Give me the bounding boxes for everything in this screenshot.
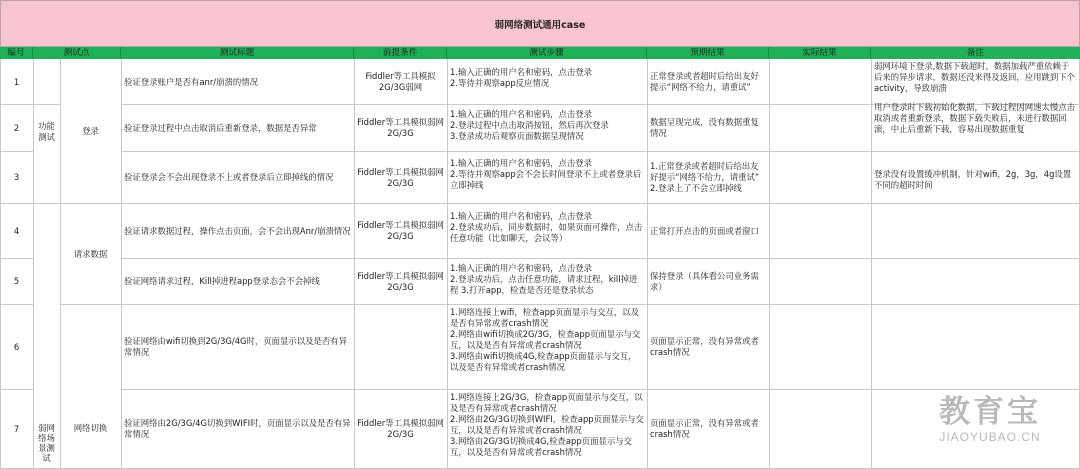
row-expected[interactable]: 数据呈现完成，没有数据重复情况 xyxy=(650,117,759,138)
watermark-brand-en: JIAOYUBAO.CN xyxy=(939,430,1041,444)
row-notes[interactable]: 弱网环境下登录,数据下载超时，数据加载严重依赖于后来的异步请求，数据还没来得及返回，应用跳到下个activity，导致崩溃 xyxy=(874,61,1075,93)
row-precondition[interactable]: Fiddler等工具模拟 2G/3G弱网 xyxy=(365,71,436,92)
row-actual[interactable] xyxy=(769,259,871,304)
row-expected[interactable]: 1.正常登录或者超时后给出友好提示“网络不给力，请重试” 2.登录上了不会立即掉线 xyxy=(650,161,760,193)
row-title[interactable]: 验证网络请求过程，Kill掉进程app登录态会不会掉线 xyxy=(124,276,320,286)
row-id[interactable]: 5 xyxy=(13,276,20,286)
watermark-logo xyxy=(910,394,1070,448)
row-title[interactable]: 验证登录账户是否有anr/崩溃的情况 xyxy=(124,76,258,87)
row-actual[interactable] xyxy=(769,105,871,151)
row-expected[interactable]: 页面显示正常，没有异常或者crash情况 xyxy=(650,336,759,357)
watermark-brand-cn: 教育宝 xyxy=(939,394,1041,429)
row-title[interactable]: 验证登录过程中点击取消后重新登录，数据是否异常 xyxy=(124,122,317,133)
row-expected[interactable]: 正常登录或者超时后给出友好提示“网络不给力，请重试” xyxy=(650,71,759,92)
row-expected[interactable]: 页面显示正常，没有异常或者crash情况 xyxy=(650,418,759,439)
subgroup-request-data[interactable]: 请求数据 xyxy=(73,248,108,259)
row-steps[interactable]: 1.输入正确的用户名和密码，点击登录 2.登录成功后，点击任意功能，请求过程，kill掉进程 3.打开app，检查是否还是登录状态 xyxy=(450,263,638,295)
row-actual[interactable] xyxy=(769,305,871,389)
header-test-point[interactable]: 测试点 xyxy=(33,47,121,59)
row-steps[interactable]: 1.输入正确的用户名和密码，点击登录 2.等待并观察app会不会长时间登录不上或者登录后立即掉线 xyxy=(450,158,642,190)
row-notes[interactable]: 用户登录时下载初始化数据，下载过程因网速太慢点击取消或者重新登录，数据下载失败后，未进行数据回滚，中止后重新下载，容易出现数据重复 xyxy=(874,102,1075,134)
row-title[interactable]: 验证网络由wifi切换到2G/3G/4G时，页面显示以及是否有异常情况 xyxy=(124,336,348,357)
row-steps[interactable]: 1.网络连接上wifi，检查app页面显示与交互，以及是否有异常或者crash情况 2.网络由wifi切换成2G/3G，检查app页面显示与交互，以及是否有异常或者crash情况 3.网络由wifi切换成4G,检查app页面显示与交互，以及是否有异常或者crash情况 xyxy=(450,307,641,372)
row-title[interactable]: 验证请求数据过程，操作点击页面，会不会出现Anr/崩溃情况 xyxy=(124,225,351,236)
row-expected[interactable]: 保持登录（具体看公司业务需求） xyxy=(650,270,759,292)
header-steps[interactable]: 测试步骤 xyxy=(447,47,647,59)
header-row xyxy=(0,47,1080,59)
row-id[interactable]: 3 xyxy=(13,172,20,182)
subgroup-login[interactable]: 登录 xyxy=(82,126,99,136)
header-id[interactable]: 编号 xyxy=(0,47,33,59)
subgroup-network-switch[interactable]: 网络切换 xyxy=(73,423,108,433)
row-steps[interactable]: 1.输入正确的用户名和密码，点击登录 2.登录过程中点击取消按钮，然后再次登录 3.登录成功后观察页面数据呈现情况 xyxy=(450,109,609,141)
row-steps[interactable]: 1.输入正确的用户名和密码，点击登录 2.登录成功后，同步数据时，如果页面可操作，点击任意功能（比如聊天，会议等） xyxy=(450,211,643,243)
row-notes[interactable] xyxy=(871,204,1080,258)
row-precondition[interactable]: Fiddler等工具模拟弱网2G/3G xyxy=(357,270,444,292)
row-precondition[interactable]: Fiddler等工具模拟弱网2G/3G xyxy=(357,117,444,138)
row-id[interactable]: 7 xyxy=(13,423,20,434)
header-notes[interactable]: 备注 xyxy=(966,48,985,58)
row-notes[interactable]: 登录没有设置缓冲机制，针对wifi，2g，3g，4g设置不同的超时时间 xyxy=(874,168,1072,190)
row-id[interactable]: 1 xyxy=(13,76,20,87)
row-precondition[interactable] xyxy=(354,305,447,389)
row-id[interactable]: 4 xyxy=(13,225,20,236)
row-notes[interactable] xyxy=(871,259,1080,304)
row-id[interactable]: 2 xyxy=(13,122,20,133)
row-actual[interactable] xyxy=(769,60,871,104)
row-steps[interactable]: 1.网络连接上2G/3G，检查app页面显示与交互，以及是否有异常或者crash情况 2.网络由2G/3G切换到WIFI，检查app页面显示与交互，以及是否有异常或者crash情况 3.网络由2G/3G切换成4G,检查app页面显示与交互，以及是否有异常或者crash情况 xyxy=(450,392,644,457)
header-precondition[interactable]: 前提条件 xyxy=(354,47,447,59)
row-actual[interactable] xyxy=(769,152,871,203)
row-actual[interactable] xyxy=(769,204,871,258)
row-title[interactable]: 验证登录会不会出现登录不上或者登录后立即掉线的情况 xyxy=(124,172,334,182)
row-steps[interactable]: 1.输入正确的用户名和密码，点击登录 2.等待并观察app反应情况 xyxy=(450,67,592,88)
group-functional-test[interactable]: 功能 测试 xyxy=(38,120,55,142)
row-expected[interactable]: 正常打开点击的页面或者窗口 xyxy=(650,225,759,236)
header-title[interactable]: 测试标题 xyxy=(121,47,354,59)
header-actual[interactable]: 实际结果 xyxy=(769,47,871,59)
row-id[interactable]: 6 xyxy=(13,341,20,352)
row-title[interactable]: 验证网络由2G/3G/4G切换到WIFI时，页面显示以及是否有异常情况 xyxy=(124,418,351,439)
row-precondition[interactable]: Fiddler等工具模拟弱网2G/3G xyxy=(357,166,444,188)
row-precondition[interactable]: Fiddler等工具模拟弱网2G/3G xyxy=(357,220,444,241)
row-notes[interactable] xyxy=(871,305,1080,389)
sheet-title[interactable]: 弱网络测试通用case xyxy=(0,0,1080,47)
header-expected[interactable]: 预期结果 xyxy=(647,47,769,59)
row-actual[interactable] xyxy=(769,390,871,468)
row-precondition[interactable]: Fiddler等工具模拟弱网2G/3G xyxy=(357,418,444,439)
group-weak-network-scenario[interactable]: 弱网 络场 景测 试 xyxy=(38,423,55,463)
